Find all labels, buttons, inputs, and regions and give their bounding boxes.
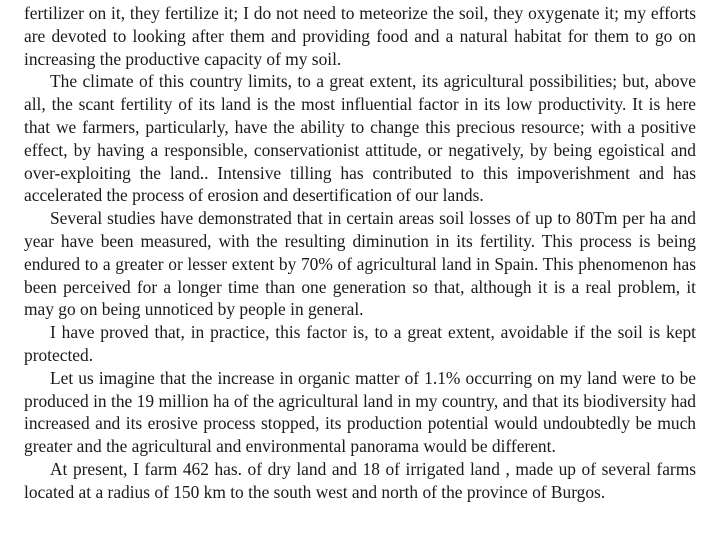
paragraph-1: fertilizer on it, they fertilize it; I do not need to meteorize the soil, they oxygenate it; my efforts are devoted to looking after them and providing food and a natural habitat for them to go on increasing the productive capacity of my soil. — [24, 3, 696, 69]
paragraph-4: I have proved that, in practice, this factor is, to a great extent, avoidable if the soil is kept protected. — [24, 322, 696, 365]
paragraph-3: Several studies have demonstrated that in certain areas soil losses of up to 80Tm per ha and year have been measured, with the resulting diminution in its fertility. This process is being endured to a greater or lesser extent by 70% of agricultural land in Spain. This phenomenon has been perceived for a longer time than one generation so that, although it is a real problem, it may go on being unnoticed by people in general. — [24, 208, 696, 320]
paragraph-6: At present, I farm 462 has. of dry land and 18 of irrigated land , made up of several farms located at a radius of 150 km to the south west and north of the province of Burgos. — [24, 458, 696, 502]
paragraph-5: Let us imagine that the increase in organic matter of 1.1% occurring on my land were to be produced in the 19 million ha of the agricultural land in my country, and that its biodiversity had increased and its erosive process stopped, its production potential would undoubtedly be much greater and the agricultural and environmental panorama would be different. — [24, 367, 696, 457]
paragraph-2: The climate of this country limits, to a great extent, its agricultural possibilities; but, above all, the scant fertility of its land is the most influential factor in its low productivity. It is here that we farmers, particularly, have the ability to change this precious resource; with a positive effect, by having a responsible, conservationist attitude, or negatively, by being egoistical and over-exploiting the land.. Intensive tilling has contributed to this impoverishment and has accelerated the process of erosion and desertification of our lands. — [24, 71, 696, 206]
document-page — [24, 2, 696, 504]
